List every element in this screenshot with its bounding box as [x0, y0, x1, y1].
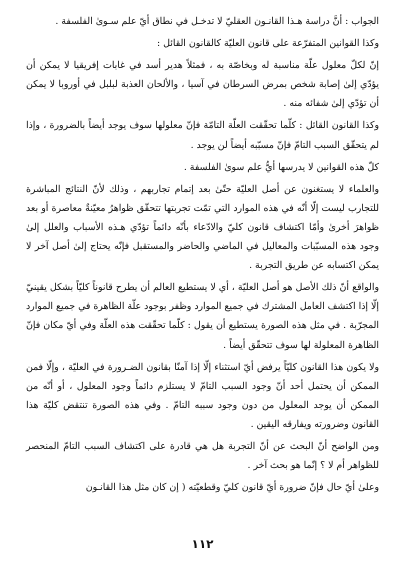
paragraph-derived-laws: وكذا القوانين المتفرّعة على قانون العليّة كالقانون القائل : [157, 38, 379, 50]
paragraph-necessity: ولا يكون هذا القانون كليّاً يرفض أيّ استثناء إلّا إذا آمنّا بقانون الضـرورة في العليّة ، وإلّا فمن الممكن أن يحتمل أحد أنّ وجود السبب التامّ لا يستلزم دائماً وجود المعلول ، أو أنّه من الممكن أن يوجد المعلول من دون وجود سببه التامّ . وفي هذه الصورة تنتقض كليّة هذا القانون وضرورته ويفارقه اليقين . [26, 361, 379, 430]
paragraph-complete-cause: وكذا القانون القائل : كلّما تحقّقت العلّة التامّة فإنّ معلولها سوف يوجد أيضاً بالضرورة ، وإذا لم يتحقّق السبب التامّ فإنّ مسبّبه أيضاً لن يوجد . [26, 120, 379, 151]
paragraph-cause-example: إنّ لكلّ معلول علّة مناسبة له وبخاصّة به ، فمثلاً هدير أسد في غابات إفريقيا لا يمكن أن يؤدّي إلىٰ إصابة شخص بمرض السرطان في آسيا ، والألحان العذبة لبلبل في أوروبا لا يمكن أن تؤدّي إلىٰ شفائه منه . [26, 60, 379, 110]
paragraph-scientists: والعلماء لا يستغنون عن أصل العليّة حتّىٰ بعد إتمام تجاربهم ، وذلك لأنّ النتائج المباشرة للتجارب ليست إلّا أنّه في هذه الموارد التي تمّت تجربتها تتحقّق ظواهرُ معيّنةٌ معاصرة أو بعد ظواهرَ أخرىٰ وأمّا اكتشاف قانون كليّ والادّعاء بأنّه دائماً تؤدّي هـذه الأسباب والعلل إلىٰ وجود هذه المسبّبات والمعاليل في الماضي والحاضر والمستقبل فإنّه يحتاج إلىٰ أصل آخر لا يمكن اكتسابه عن طريق التجربة . [26, 183, 379, 272]
paragraph-philosophy-only: كلّ هذه القوانين لا يدرسها أيُّ علم سوىٰ الفلسفة . [183, 161, 379, 173]
page-number: ١١٢ [191, 537, 214, 551]
paragraph-answer: الجواب : أنَّ دراسة هـذا القانـون العقليّ لا تدخـل في نطاق أيّ علم سـوىٰ الفلسفة . [55, 16, 379, 27]
paragraph-experiment: ومن الواضح أنّ البحث عن أنّ التجربة هل هي قادرة على اكتشاف السبب التامّ المنحصر للظواهر أم لا ؟ إنّما هو بحث آخر . [26, 440, 379, 472]
paragraph-principle-of-causality: والواقع أنّ ذلك الأصل هو أصل العليّة ، أي لا يستطيع العالم أن يطرح قانوناً كليّاً بشكل يقينيّ إلّا إذا اكتشف العامل المشترك في جميع الموارد وظفر بوجود علّة الظاهرة في جميع الموارد المجرّبة . في مثل هذه الصورة يستطيع أن يقول : كلّما تحقّقت هذه العلّة وفي أيّ مكان فإنّ الظاهرة المعلولة لها سوف تتحقّق أيضاً . [26, 282, 379, 351]
paragraph-final: وعلىٰ أيّ حال فإنّ ضرورة أيّ قانون كليّ وقطعيّته ( إن كان مثل هذا القانـون [85, 482, 379, 494]
